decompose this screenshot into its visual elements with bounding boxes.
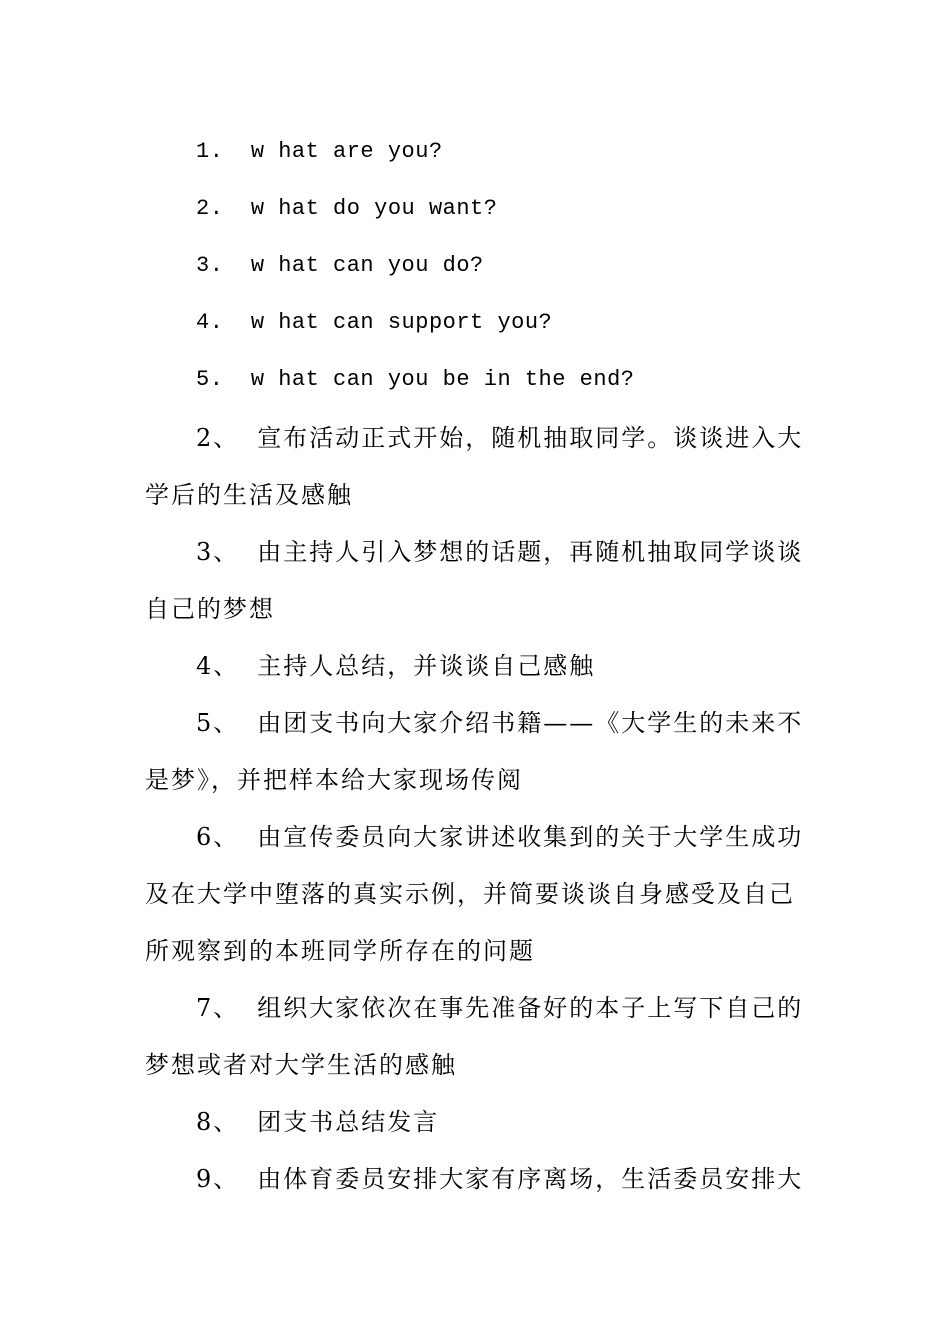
step-paragraph xyxy=(145,638,810,695)
question-number: 4. xyxy=(196,310,224,335)
question-number: 2. xyxy=(196,196,224,221)
question-item xyxy=(196,308,552,338)
step-paragraph xyxy=(145,524,810,638)
question-text: w hat are you? xyxy=(250,139,443,164)
question-item xyxy=(196,194,497,224)
question-item xyxy=(196,251,484,281)
step-text: 宣布活动正式开始，随机抽取同学。谈谈进入大学后的生活及感触 xyxy=(145,424,804,509)
question-number: 5. xyxy=(196,367,224,392)
question-text: w hat can you do? xyxy=(250,253,484,278)
question-text: w hat can support you? xyxy=(250,310,553,335)
step-paragraph xyxy=(145,1151,810,1208)
question-number: 1. xyxy=(196,139,224,164)
step-text: 主持人总结，并谈谈自己感触 xyxy=(257,652,596,680)
question-text: w hat can you be in the end? xyxy=(250,367,635,392)
step-text: 团支书总结发言 xyxy=(257,1108,440,1136)
step-number: 5、 xyxy=(196,709,240,737)
step-number: 9、 xyxy=(196,1165,240,1193)
question-text: w hat do you want? xyxy=(250,196,498,221)
step-number: 7、 xyxy=(196,994,240,1022)
step-paragraph xyxy=(145,809,810,980)
step-paragraph xyxy=(145,695,810,809)
step-text: 由主持人引入梦想的话题，再随机抽取同学谈谈自己的梦想 xyxy=(145,538,804,623)
question-item xyxy=(196,137,443,167)
step-number: 6、 xyxy=(196,823,240,851)
step-text: 由宣传委员向大家讲述收集到的关于大学生成功及在大学中堕落的真实示例，并简要谈谈自身感受及自己所观察到的本班同学所存在的问题 xyxy=(145,823,804,965)
step-paragraph xyxy=(145,980,810,1094)
step-number: 8、 xyxy=(196,1108,240,1136)
question-item xyxy=(196,365,634,395)
step-number: 4、 xyxy=(196,652,240,680)
step-paragraph xyxy=(145,410,810,524)
step-text: 由团支书向大家介绍书籍——《大学生的未来不是梦》，并把样本给大家现场传阅 xyxy=(145,709,804,794)
question-number: 3. xyxy=(196,253,224,278)
step-text: 组织大家依次在事先准备好的本子上写下自己的梦想或者对大学生活的感触 xyxy=(145,994,804,1079)
step-text: 由体育委员安排大家有序离场，生活委员安排大 xyxy=(257,1165,804,1193)
step-number: 3、 xyxy=(196,538,240,566)
step-number: 2、 xyxy=(196,424,240,452)
step-paragraph xyxy=(145,1094,810,1151)
